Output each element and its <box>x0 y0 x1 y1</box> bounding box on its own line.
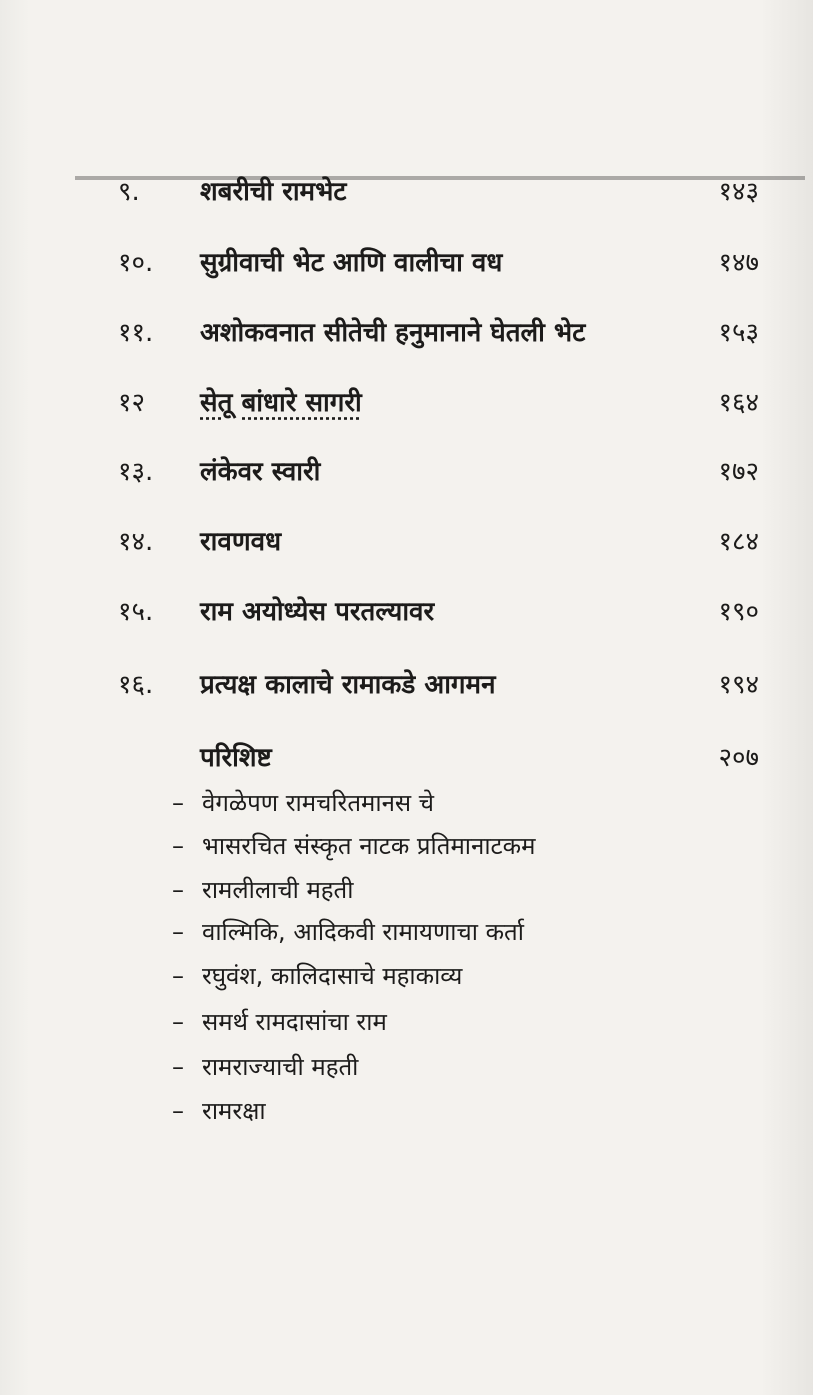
dash-marker: – <box>172 1097 184 1125</box>
appendix-item[interactable] <box>172 828 535 864</box>
entry-page: १९० <box>718 597 759 627</box>
appendix-item[interactable] <box>172 1049 358 1085</box>
entry-page: १५३ <box>718 318 759 348</box>
entry-title: अशोकवनात सीतेची हनुमानाने घेतली भेट <box>200 318 586 348</box>
entry-number: १५. <box>118 597 154 627</box>
entry-title: लंकेवर स्वारी <box>200 457 321 487</box>
entry-page: १७२ <box>718 457 759 487</box>
appendix-item-text: वेगळेपण रामचरितमानस चे <box>202 789 435 817</box>
appendix-item[interactable] <box>172 1004 387 1040</box>
appendix-item-text: रामराज्याची महती <box>202 1053 359 1081</box>
entry-page: १९४ <box>718 670 759 700</box>
entry-number: १४. <box>118 527 154 557</box>
dash-marker: – <box>172 789 184 817</box>
entry-page: १८४ <box>718 527 759 557</box>
entry-number: ९. <box>118 177 140 207</box>
toc-entry-13[interactable] <box>0 452 813 492</box>
entry-number: ११. <box>118 318 154 348</box>
entry-number: १६. <box>118 670 154 700</box>
toc-entry-appendix[interactable] <box>0 738 813 778</box>
dash-marker: – <box>172 918 184 946</box>
appendix-item-text: भासरचित संस्कृत नाटक प्रतिमानाटकम <box>202 832 536 860</box>
toc-entry-11[interactable] <box>0 313 813 353</box>
entry-title: सेतू बांधारे सागरी <box>200 388 362 418</box>
entry-title: राम अयोध्येस परतल्यावर <box>200 597 435 627</box>
entry-page: १६४ <box>718 388 759 418</box>
appendix-item-text: समर्थ रामदासांचा राम <box>202 1008 387 1036</box>
entry-title: सुग्रीवाची भेट आणि वालीचा वध <box>200 248 503 278</box>
dash-marker: – <box>172 876 184 904</box>
dash-marker: – <box>172 832 184 860</box>
appendix-item[interactable] <box>172 914 524 950</box>
entry-number: १०. <box>118 248 154 278</box>
toc-entry-14[interactable] <box>0 522 813 562</box>
entry-title: शबरीची रामभेट <box>200 177 347 207</box>
toc-entry-10[interactable] <box>0 243 813 283</box>
appendix-item[interactable] <box>172 1093 266 1129</box>
entry-title: रावणवध <box>200 527 282 557</box>
appendix-item-text: रघुवंश, कालिदासाचे महाकाव्य <box>202 962 463 990</box>
entry-number: १२ <box>118 388 146 418</box>
toc-entry-15[interactable] <box>0 592 813 632</box>
dash-marker: – <box>172 962 184 990</box>
appendix-item[interactable] <box>172 872 353 908</box>
appendix-item[interactable] <box>172 958 462 994</box>
appendix-item[interactable] <box>172 785 434 821</box>
appendix-item-text: रामरक्षा <box>202 1097 266 1125</box>
appendix-title: परिशिष्ट <box>200 743 272 773</box>
entry-page: १४७ <box>718 248 759 278</box>
toc-entry-16[interactable] <box>0 665 813 705</box>
dash-marker: – <box>172 1008 184 1036</box>
entry-page: १४३ <box>718 177 759 207</box>
entry-title: प्रत्यक्ष कालाचे रामाकडे आगमन <box>200 670 496 700</box>
entry-number: १३. <box>118 457 154 487</box>
appendix-item-text: वाल्मिकि, आदिकवी रामायणाचा कर्ता <box>202 918 524 946</box>
appendix-item-text: रामलीलाची महती <box>202 876 354 904</box>
toc-entry-9[interactable] <box>0 172 813 212</box>
toc-entry-12[interactable] <box>0 383 813 423</box>
dash-marker: – <box>172 1053 184 1081</box>
appendix-page: २०७ <box>718 743 759 773</box>
